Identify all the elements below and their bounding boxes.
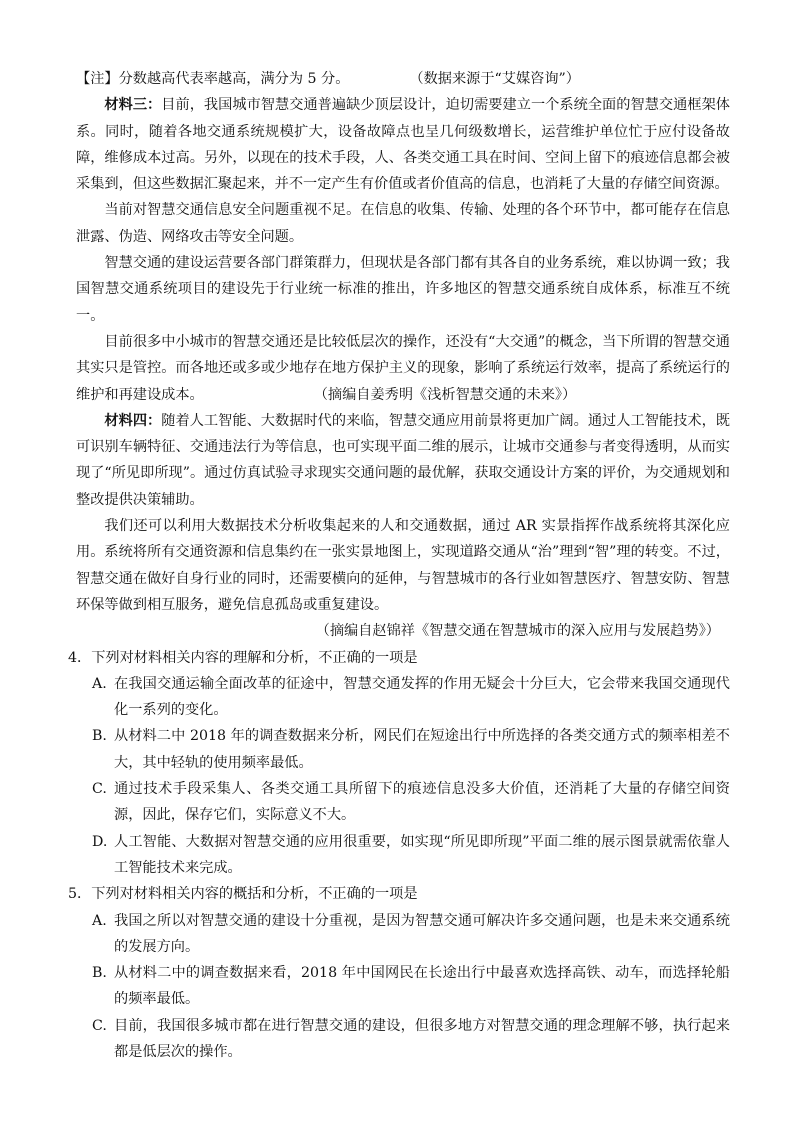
- note-text: 【注】分数越高代表率越高，满分为 5 分。: [76, 71, 350, 87]
- question-5-option-a[interactable]: [76, 908, 730, 961]
- question-4-option-d[interactable]: [76, 829, 730, 882]
- material4-text-1: 随着人工智能、大数据时代的来临，智慧交通应用前景将更加广阔。通过人工智能技术，既可识别车辆特征、交通违法行为等信息，也可实现平面二维的展示，让城市交通参与者变得透明，从而实现了“所见即所现”。通过仿真试验寻求现实交通问题的最优解，获取交通设计方案的评价，为交通规划和整改提供决策辅助。: [76, 412, 730, 508]
- material3-paragraph-4: [76, 329, 730, 408]
- note-row: [76, 66, 730, 92]
- option-text: 我国之所以对智慧交通的建设十分重视，是因为智慧交通可解决许多交通问题，也是未来交通系统的发展方向。: [114, 912, 730, 955]
- material3-paragraph-1: [76, 92, 730, 197]
- note-source: （数据来源于“艾媒咨询”）: [409, 71, 580, 87]
- option-text: 从材料二中的调查数据来看，2018 年中国网民在长途出行中最喜欢选择高铁、动车，而选择轮船的频率最低。: [114, 965, 730, 1008]
- question-4-option-b[interactable]: [76, 723, 730, 776]
- material3-source: （摘编自姜秀明《浅析智慧交通的未来》）: [313, 386, 577, 403]
- option-letter: B.: [92, 965, 107, 982]
- option-text: 目前，我国很多城市都在进行智慧交通的建设，但很多地方对智慧交通的理念理解不够，执行起来都是低层次的操作。: [114, 1017, 730, 1060]
- option-letter: C.: [92, 781, 107, 798]
- option-text: 在我国交通运输全面改革的征途中，智慧交通发挥的作用无疑会十分巨大，它会带来我国交通现代化一系列的变化。: [114, 675, 730, 719]
- option-text: 从材料二中 2018 年的调查数据来分析，网民们在短途出行中所选择的各类交通方式的频率相差不大，其中轻轨的使用频率最低。: [114, 728, 730, 771]
- option-letter: A.: [92, 675, 107, 692]
- option-letter: B.: [92, 728, 107, 745]
- question-4-stem: 4．下列对材料相关内容的理解和分析，不正确的一项是: [68, 649, 418, 666]
- question-4-option-a[interactable]: [76, 671, 730, 724]
- material3-text-1: 目前，我国城市智慧交通普遍缺少顶层设计，迫切需要建立一个系统全面的智慧交通框架体系。同时，随着各地交通系统规模扩大，设备故障点也呈几何级数增长，运营维护单位忙于应付设备故障，维修成本过高。另外，以现在的技术手段，人、各类交通工具在时间、空间上留下的痕迹信息都会被采集到，但这些数据汇聚起来，并不一定产生有价值或者价值高的信息，也消耗了大量的存储空间资源。: [76, 97, 730, 193]
- question-5-option-b[interactable]: [76, 960, 730, 1013]
- material4-source: （摘编自赵锦祥《智慧交通在智慧城市的深入应用与发展趋势》）: [315, 623, 720, 640]
- material3-paragraph-3: 智慧交通的建设运营要各部门群策群力，但现状是各部门都有其各自的业务系统，难以协调一致；我国智慧交通系统项目的建设先于行业统一标准的推出，许多地区的智慧交通系统自成体系，标准互不统一。: [76, 255, 730, 324]
- question-4-option-c[interactable]: [76, 776, 730, 829]
- option-letter: C.: [92, 1017, 107, 1034]
- question-5-option-c[interactable]: [76, 1013, 730, 1066]
- material3-label: 材料三：: [104, 97, 162, 114]
- option-letter: D.: [92, 833, 108, 850]
- option-letter: A.: [92, 912, 107, 929]
- option-text: 人工智能、大数据对智慧交通的应用很重要，如实现“所见即所现”平面二维的展示图景就需依靠人工智能技术来完成。: [114, 833, 730, 876]
- option-text: 通过技术手段采集人、各类交通工具所留下的痕迹信息没多大价值，还消耗了大量的存储空间资源，因此，保存它们，实际意义不大。: [114, 781, 730, 824]
- material3-paragraph-2: 当前对智慧交通信息安全问题重视不足。在信息的收集、传输、处理的各个环节中，都可能存在信息泄露、伪造、网络攻击等安全问题。: [76, 202, 730, 245]
- material4-paragraph-1: [76, 408, 730, 513]
- question-5-stem: 5．下列对材料相关内容的概括和分析，不正确的一项是: [68, 886, 418, 903]
- material3-text-4: 目前很多中小城市的智慧交通还是比较低层次的操作，还没有“大交通”的概念，当下所谓的智慧交通其实只是管控。而各地还或多或少地存在地方保护主义的现象，影响了系统运行效率，提高了系统运行的维护和再建设成本。: [76, 333, 730, 403]
- material4-paragraph-2: 我们还可以利用大数据技术分析收集起来的人和交通数据，通过 AR 实景指挥作战系统将其深化应用。系统将所有交通资源和信息集约在一张实景地图上，实现道路交通从“治”理到“智”理的转变。不过，智慧交通在做好自身行业的同时，还需要横向的延伸，与智慧城市的各行业如智慧医疗、智慧安防、智慧环保等做到相互服务，避免信息孤岛或重复建设。: [76, 518, 730, 613]
- material4-label: 材料四：: [104, 412, 162, 429]
